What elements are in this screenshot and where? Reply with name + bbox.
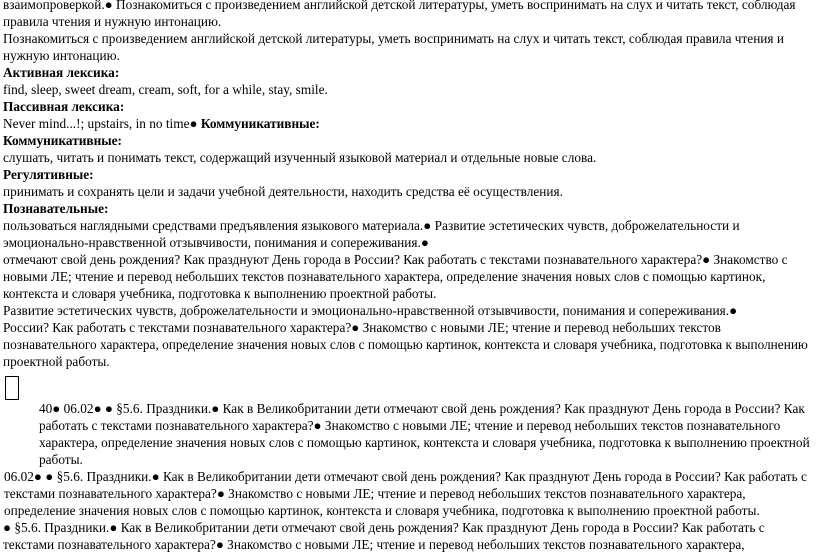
regulatory-skills: принимать и сохранять цели и задачи учебной деятельности, находить средства её осуществления. [3,184,563,199]
lesson-date-row: 06.02● ● §5.6. Праздники.● Как в Великобритании дети отмечают свой день рождения? Как празднуют День города в России? Как работать с текстами познавательного характера?● Знакомство с новыми ЛЕ; чтение и перевод небольших текстов познавательного характера, определение значения новых слов с помощью картинок, контекста и словаря учебника, подготовка к выполнению проектной работы. [4,469,807,518]
heading-regulatory: Регулятивные: [3,167,94,182]
communicative-skills: слушать, читать и понимать текст, содержащий изученный языковой материал и отдельные новые слова. [3,150,597,165]
heading-cognitive: Познавательные: [3,201,109,216]
paragraph-aesthetic-development: Развитие эстетических чувств, доброжелательности и эмоционально-нравственной отзывчивости, понимания и сопереживания.● [3,303,738,318]
active-vocabulary-list: find, sleep, sweet dream, cream, soft, for a while, stay, smile. [3,82,328,97]
lesson-topic-row: ● §5.6. Праздники.● Как в Великобритании дети отмечают свой день рождения? Как празднуют День города в России? Как работать с текстами познавательного характера?● Знакомство с новыми ЛЕ; чтение и перевод небольших текстов познавательного характера, [3,520,765,552]
cognitive-skills: пользоваться наглядными средствами предъявления языкового материала.● Развитие эстетических чувств, доброжелательности и эмоционально-нравственной отзывчивости, понимания и сопереживания.● [3,218,740,250]
lesson-40-row: 40● 06.02● ● §5.6. Праздники.● Как в Великобритании дети отмечают свой день рождения? Как празднуют День города в России? Как работать с текстами познавательного характера?● Знакомство с новыми ЛЕ; чтение и перевод небольших текстов познавательного характера, определение значения новых слов с помощью картинок, контекста и словаря учебника, подготовка к выполнению проектной работы. [39,401,810,467]
checkbox-box [5,376,19,400]
heading-active-vocabulary: Активная лексика: [3,65,120,80]
paragraph-goals-2: Познакомиться с произведением английской детской литературы, уметь воспринимать на слух и читать текст, соблюдая правила чтения и нужную интонацию. [3,31,784,63]
paragraph-birthday-questions: отмечают свой день рождения? Как празднуют День города в России? Как работать с текстами познавательного характера?● Знакомство с новыми ЛЕ; чтение и перевод небольших текстов познавательного характера, определение значения новых слов с помощью картинок, контекста и словаря учебника, подготовка к выполнению проектной работы. [3,252,788,301]
document-body [3,0,811,553]
heading-communicative: Коммуникативные: [3,133,122,148]
inline-heading-communicative: Коммуникативные: [200,116,320,131]
passive-vocabulary-text: Never mind...!; upstairs, in no time● [3,116,201,131]
heading-passive-vocabulary: Пассивная лексика: [3,99,125,114]
passive-vocabulary-list [3,115,811,132]
paragraph-russia-questions: России? Как работать с текстами познавательного характера?● Знакомство с новыми ЛЕ; чтение и перевод небольших текстов познавательного характера, определение значения новых слов с помощью картинок, контекста и словаря учебника, подготовка к выполнению проектной работы. [3,320,808,369]
paragraph-goals-1: взаимопроверкой.● Познакомиться с произведением английской детской литературы, уметь воспринимать на слух и читать текст, соблюдая правила чтения и нужную интонацию. [3,0,796,29]
